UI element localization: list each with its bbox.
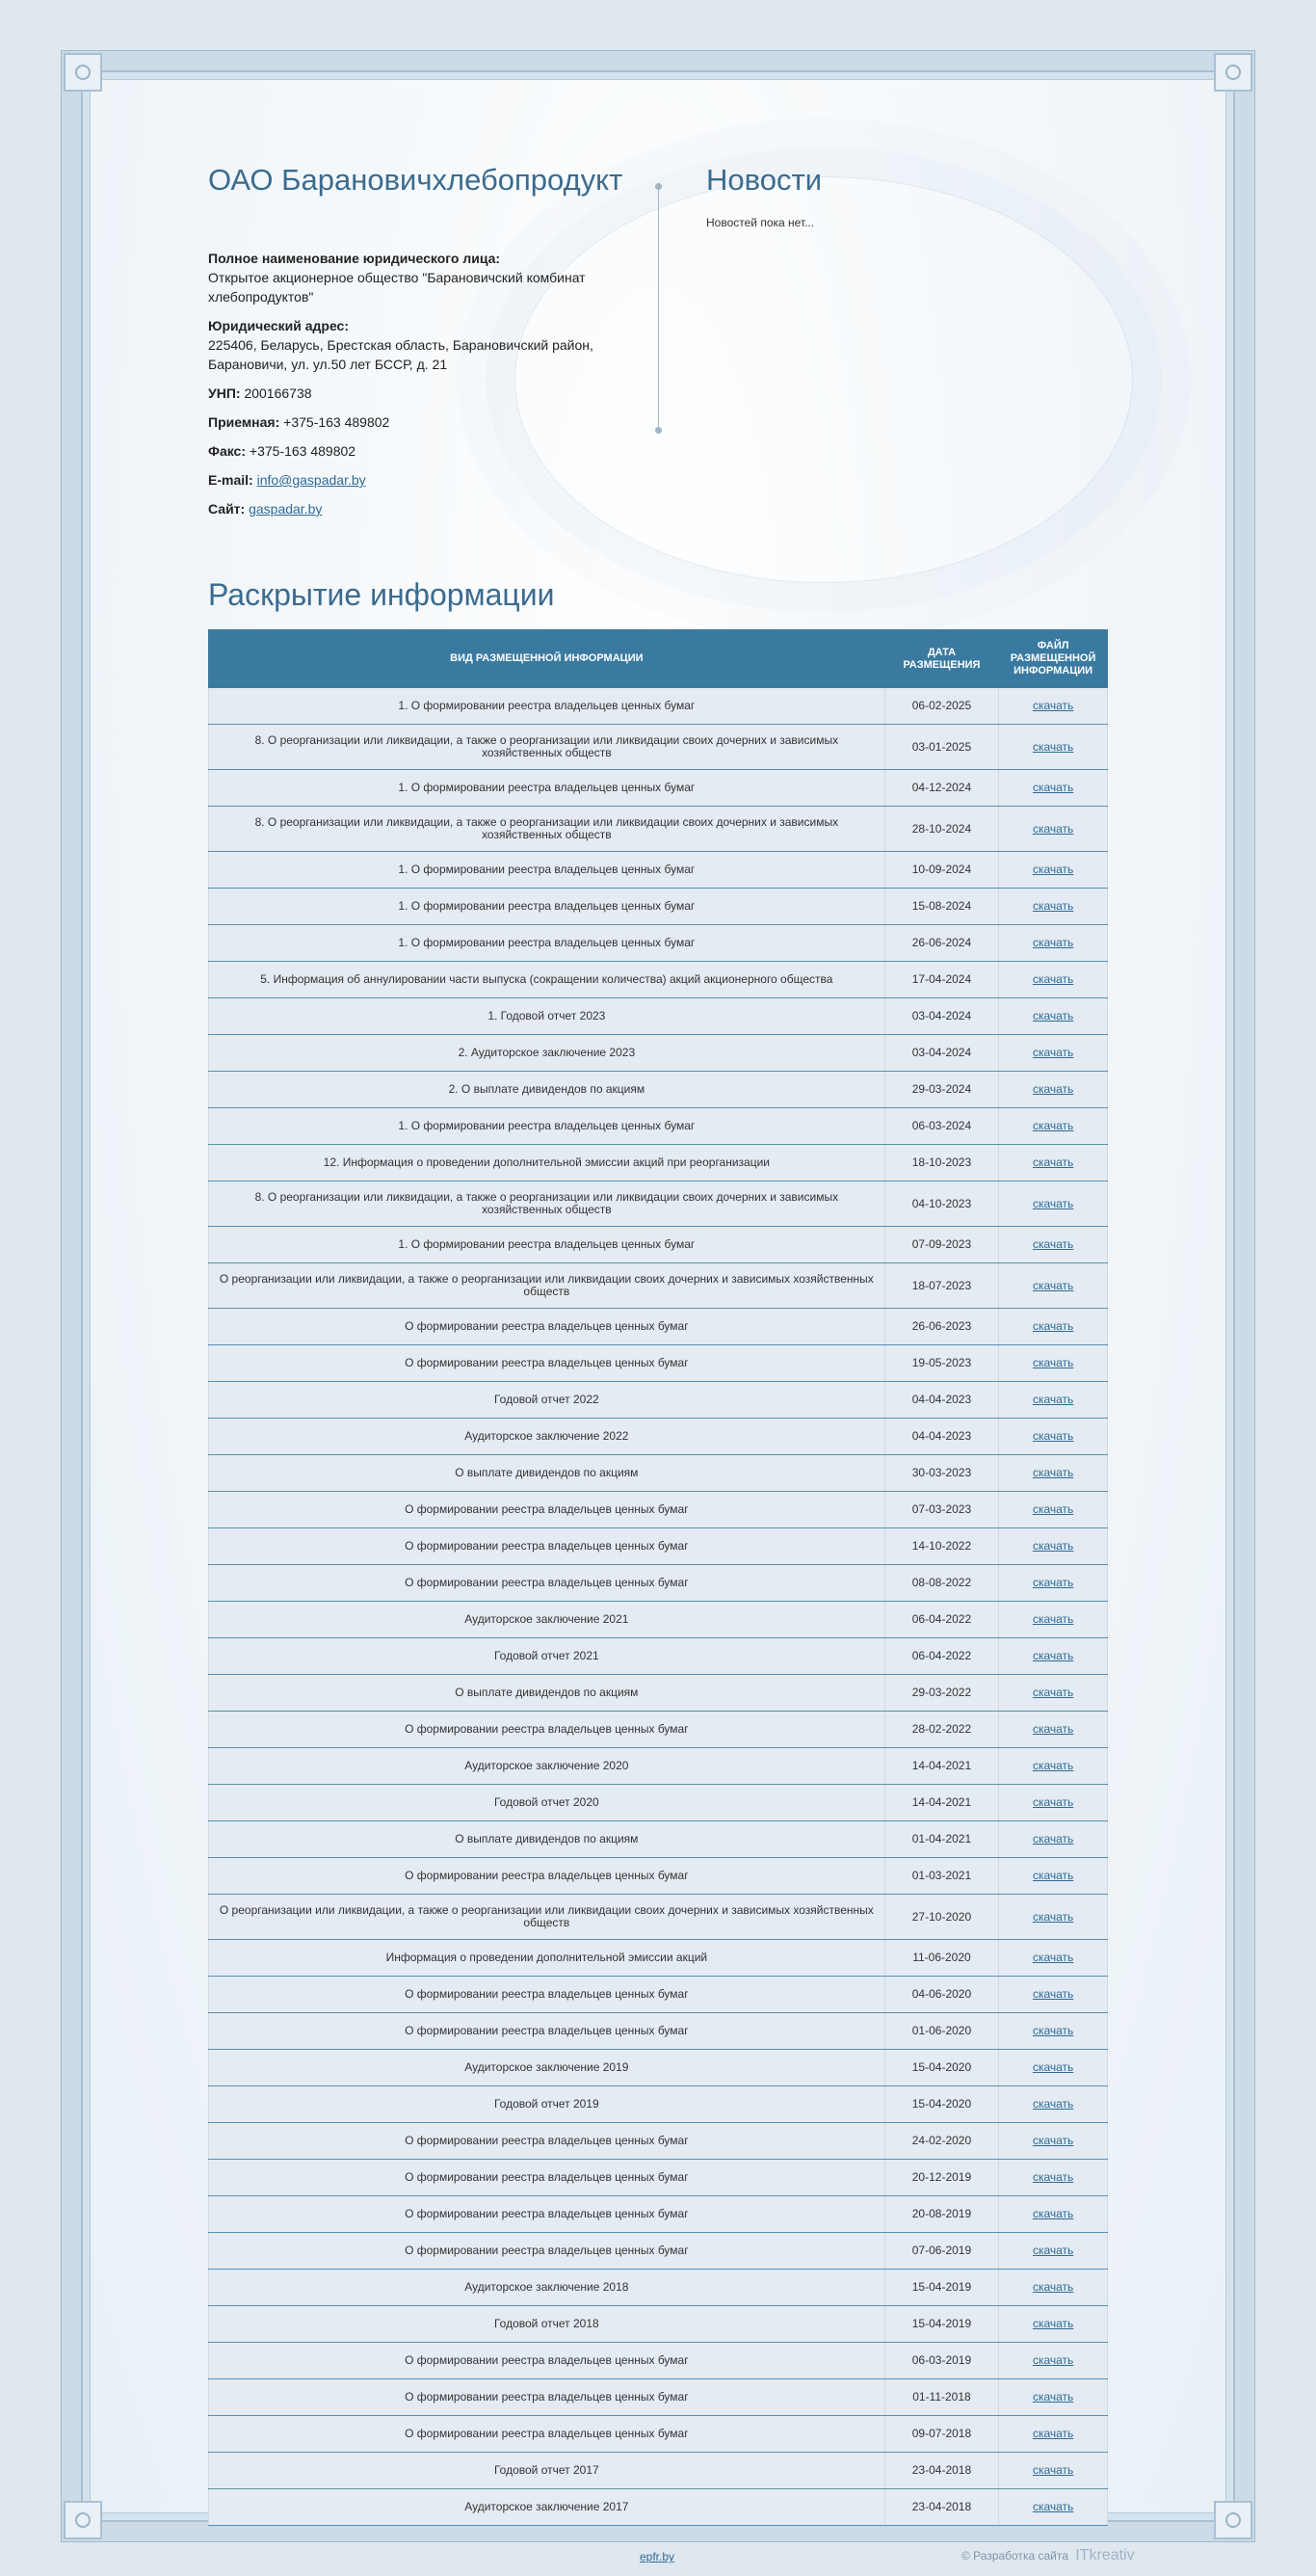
row-file <box>999 2306 1108 2343</box>
table-row <box>209 1492 1108 1528</box>
row-file <box>999 1345 1108 1382</box>
row-type: Годовой отчет 2019 <box>209 2086 885 2123</box>
row-file <box>999 1382 1108 1419</box>
row-type: 5. Информация об аннулировании части выпуска (сокращении количества) акций акционерного общества <box>209 962 885 998</box>
download-link[interactable]: скачать <box>1032 2353 1074 2367</box>
row-file <box>999 1785 1108 1821</box>
download-link[interactable]: скачать <box>1032 1466 1074 1479</box>
row-date: 10-09-2024 <box>884 852 999 889</box>
row-type: О реорганизации или ликвидации, а также о реорганизации или ликвидации своих дочерних и зависимых хозяйственных обществ <box>209 1263 885 1309</box>
table-row <box>209 1528 1108 1565</box>
row-type: О формировании реестра владельцев ценных бумаг <box>209 2123 885 2160</box>
table-row <box>209 1072 1108 1108</box>
table-row <box>209 889 1108 925</box>
table-row <box>209 1748 1108 1785</box>
download-link[interactable]: скачать <box>1032 1686 1074 1699</box>
row-type: О формировании реестра владельцев ценных бумаг <box>209 2343 885 2379</box>
row-date: 15-04-2020 <box>884 2086 999 2123</box>
row-date: 15-04-2019 <box>884 2306 999 2343</box>
row-file <box>999 1748 1108 1785</box>
table-row <box>209 1345 1108 1382</box>
row-file <box>999 925 1108 962</box>
unp-block <box>208 384 622 403</box>
row-type: 8. О реорганизации или ликвидации, а также о реорганизации или ликвидации своих дочерних и зависимых хозяйственных обществ <box>209 1182 885 1227</box>
table-row <box>209 2453 1108 2489</box>
download-link[interactable]: скачать <box>1032 1009 1074 1022</box>
row-date: 03-01-2025 <box>884 725 999 770</box>
table-row <box>209 2196 1108 2233</box>
corner-ornament-icon <box>1214 53 1252 92</box>
header-date: ДАТА РАЗМЕЩЕНИЯ <box>884 630 999 688</box>
row-file <box>999 1072 1108 1108</box>
reception-label: Приемная: <box>208 414 280 430</box>
row-type: Годовой отчет 2020 <box>209 1785 885 1821</box>
table-row <box>209 2416 1108 2453</box>
row-date: 28-10-2024 <box>884 807 999 852</box>
row-date: 29-03-2024 <box>884 1072 999 1108</box>
download-link[interactable]: скачать <box>1032 1237 1074 1251</box>
download-link[interactable]: скачать <box>1032 1832 1074 1846</box>
table-row <box>209 1602 1108 1638</box>
row-type: О выплате дивидендов по акциям <box>209 1675 885 1712</box>
table-row <box>209 852 1108 889</box>
full-name-label: Полное наименование юридического лица: <box>208 251 501 266</box>
row-date: 07-09-2023 <box>884 1227 999 1263</box>
row-file <box>999 1602 1108 1638</box>
row-file <box>999 1565 1108 1602</box>
row-file <box>999 1821 1108 1858</box>
table-row <box>209 2379 1108 2416</box>
download-link[interactable]: скачать <box>1032 2390 1074 2403</box>
table-row <box>209 1940 1108 1977</box>
row-file <box>999 1675 1108 1712</box>
row-date: 04-10-2023 <box>884 1182 999 1227</box>
row-type: Аудиторское заключение 2017 <box>209 2489 885 2526</box>
table-body <box>209 688 1108 2526</box>
row-date: 15-04-2019 <box>884 2270 999 2306</box>
row-type: Аудиторское заключение 2020 <box>209 1748 885 1785</box>
fax-label: Факс: <box>208 443 247 459</box>
site-link[interactable]: gaspadar.by <box>249 501 323 517</box>
address-block <box>208 316 622 374</box>
row-type: Аудиторское заключение 2018 <box>209 2270 885 2306</box>
download-link[interactable]: скачать <box>1032 781 1074 794</box>
row-file <box>999 807 1108 852</box>
download-link[interactable]: скачать <box>1032 1539 1074 1553</box>
table-row <box>209 1419 1108 1455</box>
download-link[interactable]: скачать <box>1032 2170 1074 2184</box>
row-type: Информация о проведении дополнительной эмиссии акций <box>209 1940 885 1977</box>
table-row <box>209 1675 1108 1712</box>
corner-ornament-icon <box>64 2501 102 2539</box>
row-date: 01-11-2018 <box>884 2379 999 2416</box>
row-file <box>999 1227 1108 1263</box>
row-type: О формировании реестра владельцев ценных бумаг <box>209 1977 885 2013</box>
row-type: О выплате дивидендов по акциям <box>209 1821 885 1858</box>
row-date: 18-07-2023 <box>884 1263 999 1309</box>
table-row <box>209 1145 1108 1182</box>
row-date: 08-08-2022 <box>884 1565 999 1602</box>
download-link[interactable]: скачать <box>1032 2097 1074 2111</box>
row-file <box>999 2416 1108 2453</box>
table-row <box>209 1182 1108 1227</box>
row-file <box>999 2196 1108 2233</box>
row-date: 26-06-2023 <box>884 1309 999 1345</box>
row-file <box>999 770 1108 807</box>
row-type: 1. О формировании реестра владельцев ценных бумаг <box>209 688 885 725</box>
row-date: 04-12-2024 <box>884 770 999 807</box>
row-type: О формировании реестра владельцев ценных бумаг <box>209 2416 885 2453</box>
row-file <box>999 2379 1108 2416</box>
row-date: 01-06-2020 <box>884 2013 999 2050</box>
row-date: 04-06-2020 <box>884 1977 999 2013</box>
row-type: О формировании реестра владельцев ценных бумаг <box>209 1858 885 1895</box>
row-date: 14-04-2021 <box>884 1748 999 1785</box>
table-row <box>209 1455 1108 1492</box>
row-date: 01-04-2021 <box>884 1821 999 1858</box>
news-title: Новости <box>706 163 823 197</box>
download-link[interactable]: скачать <box>1032 1795 1074 1809</box>
row-type: 1. О формировании реестра владельцев ценных бумаг <box>209 1108 885 1145</box>
table-row <box>209 1858 1108 1895</box>
row-file <box>999 2453 1108 2489</box>
download-link[interactable]: скачать <box>1032 1951 1074 1964</box>
download-link[interactable]: скачать <box>1032 1649 1074 1662</box>
row-file <box>999 962 1108 998</box>
row-file <box>999 2233 1108 2270</box>
download-link[interactable]: скачать <box>1032 972 1074 986</box>
row-type: О формировании реестра владельцев ценных бумаг <box>209 1492 885 1528</box>
row-date: 06-04-2022 <box>884 1602 999 1638</box>
row-file <box>999 1309 1108 1345</box>
table-row <box>209 2343 1108 2379</box>
row-date: 07-06-2019 <box>884 2233 999 2270</box>
table-row <box>209 1565 1108 1602</box>
row-type: О выплате дивидендов по акциям <box>209 1455 885 1492</box>
download-link[interactable]: скачать <box>1032 899 1074 913</box>
row-date: 29-03-2022 <box>884 1675 999 1712</box>
download-link[interactable]: скачать <box>1032 1319 1074 1333</box>
corner-ornament-icon <box>1214 2501 1252 2539</box>
download-link[interactable]: скачать <box>1032 1909 1074 1924</box>
address-value: 225406, Беларусь, Брестская область, Барановичский район, Барановичи, ул. ул.50 лет БССР, д. 21 <box>208 337 593 372</box>
row-date: 11-06-2020 <box>884 1940 999 1977</box>
download-link[interactable]: скачать <box>1032 2280 1074 2294</box>
row-date: 19-05-2023 <box>884 1345 999 1382</box>
fax-value: +375-163 489802 <box>249 443 356 459</box>
table-row <box>209 1382 1108 1419</box>
corner-ornament-icon <box>64 53 102 92</box>
row-type: Аудиторское заключение 2019 <box>209 2050 885 2086</box>
download-link[interactable]: скачать <box>1032 1612 1074 1626</box>
row-file <box>999 889 1108 925</box>
row-type: О реорганизации или ликвидации, а также о реорганизации или ликвидации своих дочерних и зависимых хозяйственных обществ <box>209 1895 885 1940</box>
row-date: 15-08-2024 <box>884 889 999 925</box>
row-type: Годовой отчет 2018 <box>209 2306 885 2343</box>
row-file <box>999 1455 1108 1492</box>
table-row <box>209 725 1108 770</box>
row-file <box>999 2489 1108 2526</box>
row-type: О формировании реестра владельцев ценных бумаг <box>209 1565 885 1602</box>
download-link[interactable]: скачать <box>1032 1119 1074 1132</box>
row-type: О формировании реестра владельцев ценных бумаг <box>209 2013 885 2050</box>
table-row <box>209 2233 1108 2270</box>
row-date: 04-04-2023 <box>884 1382 999 1419</box>
row-type: 1. О формировании реестра владельцев ценных бумаг <box>209 770 885 807</box>
download-link[interactable]: скачать <box>1032 1429 1074 1443</box>
row-date: 06-03-2024 <box>884 1108 999 1145</box>
developer-logo[interactable]: ITkreativ <box>1075 2547 1135 2563</box>
row-type: 1. О формировании реестра владельцев ценных бумаг <box>209 925 885 962</box>
row-type: 1. О формировании реестра владельцев ценных бумаг <box>209 1227 885 1263</box>
download-link[interactable]: скачать <box>1032 1393 1074 1406</box>
table-row <box>209 1263 1108 1309</box>
row-type: 8. О реорганизации или ликвидации, а также о реорганизации или ликвидации своих дочерних и зависимых хозяйственных обществ <box>209 725 885 770</box>
disclosure-title: Раскрытие информации <box>208 577 555 612</box>
row-date: 14-10-2022 <box>884 1528 999 1565</box>
table-row <box>209 2160 1108 2196</box>
row-file <box>999 2160 1108 2196</box>
full-name-block <box>208 249 622 306</box>
row-file <box>999 1182 1108 1227</box>
row-date: 18-10-2023 <box>884 1145 999 1182</box>
footer-link[interactable]: epfr.by <box>640 2550 675 2563</box>
download-link[interactable]: скачать <box>1032 863 1074 876</box>
row-type: 2. О выплате дивидендов по акциям <box>209 1072 885 1108</box>
table-row <box>209 1977 1108 2013</box>
row-file <box>999 1638 1108 1675</box>
row-file <box>999 852 1108 889</box>
row-file <box>999 1108 1108 1145</box>
row-date: 20-12-2019 <box>884 2160 999 2196</box>
download-link[interactable]: скачать <box>1032 699 1074 712</box>
table-row <box>209 2123 1108 2160</box>
row-type: Аудиторское заключение 2022 <box>209 1419 885 1455</box>
fax-block <box>208 441 622 461</box>
row-type: Аудиторское заключение 2021 <box>209 1602 885 1638</box>
table-row <box>209 688 1108 725</box>
row-file <box>999 688 1108 725</box>
row-type: О формировании реестра владельцев ценных бумаг <box>209 2233 885 2270</box>
table-row <box>209 1035 1108 1072</box>
row-file <box>999 725 1108 770</box>
download-link[interactable]: скачать <box>1032 1356 1074 1369</box>
disclosure-table <box>208 629 1108 2526</box>
email-block <box>208 470 622 490</box>
address-label: Юридический адрес: <box>208 318 349 333</box>
row-type: О формировании реестра владельцев ценных бумаг <box>209 1528 885 1565</box>
row-date: 23-04-2018 <box>884 2453 999 2489</box>
footer-developer <box>961 2547 1135 2564</box>
row-date: 17-04-2024 <box>884 962 999 998</box>
row-type: Годовой отчет 2022 <box>209 1382 885 1419</box>
row-date: 03-04-2024 <box>884 1035 999 1072</box>
download-link[interactable]: скачать <box>1032 2244 1074 2257</box>
table-row <box>209 2306 1108 2343</box>
row-date: 04-04-2023 <box>884 1419 999 1455</box>
download-link[interactable]: скачать <box>1032 1576 1074 1589</box>
row-type: 8. О реорганизации или ликвидации, а также о реорганизации или ликвидации своих дочерних и зависимых хозяйственных обществ <box>209 807 885 852</box>
download-link[interactable]: скачать <box>1032 1278 1074 1292</box>
email-label: E-mail: <box>208 472 253 488</box>
download-link[interactable]: скачать <box>1032 2134 1074 2147</box>
download-link[interactable]: скачать <box>1032 1502 1074 1516</box>
row-file <box>999 1895 1108 1940</box>
row-file <box>999 2086 1108 2123</box>
row-date: 14-04-2021 <box>884 1785 999 1821</box>
table-header-row <box>209 630 1108 688</box>
row-file <box>999 1492 1108 1528</box>
download-link[interactable]: скачать <box>1032 2060 1074 2074</box>
row-type: Годовой отчет 2017 <box>209 2453 885 2489</box>
download-link[interactable]: скачать <box>1032 1082 1074 1096</box>
table-row <box>209 1638 1108 1675</box>
row-date: 06-04-2022 <box>884 1638 999 1675</box>
row-type: 12. Информация о проведении дополнительной эмиссии акций при реорганизации <box>209 1145 885 1182</box>
download-link[interactable]: скачать <box>1032 739 1074 754</box>
row-file <box>999 998 1108 1035</box>
row-date: 06-03-2019 <box>884 2343 999 2379</box>
company-title: ОАО Барановичхлебопродукт <box>208 163 623 197</box>
row-type: О формировании реестра владельцев ценных бумаг <box>209 1345 885 1382</box>
download-link[interactable]: скачать <box>1032 2500 1074 2513</box>
download-link[interactable]: скачать <box>1032 2207 1074 2220</box>
row-type: 1. О формировании реестра владельцев ценных бумаг <box>209 852 885 889</box>
table-row <box>209 2086 1108 2123</box>
row-type: О формировании реестра владельцев ценных бумаг <box>209 2379 885 2416</box>
download-link[interactable]: скачать <box>1032 1722 1074 1736</box>
row-date: 27-10-2020 <box>884 1895 999 1940</box>
row-type: 1. Годовой отчет 2023 <box>209 998 885 1035</box>
news-empty-text: Новостей пока нет... <box>706 216 815 229</box>
download-link[interactable]: скачать <box>1032 1759 1074 1772</box>
row-date: 15-04-2020 <box>884 2050 999 2086</box>
row-date: 09-07-2018 <box>884 2416 999 2453</box>
download-link[interactable]: скачать <box>1032 936 1074 949</box>
header-file: ФАЙЛ РАЗМЕЩЕННОЙ ИНФОРМАЦИИ <box>999 630 1108 688</box>
row-date: 03-04-2024 <box>884 998 999 1035</box>
row-file <box>999 2050 1108 2086</box>
download-link[interactable]: скачать <box>1032 1046 1074 1059</box>
row-file <box>999 1858 1108 1895</box>
row-file <box>999 1712 1108 1748</box>
row-type: О формировании реестра владельцев ценных бумаг <box>209 1309 885 1345</box>
download-link[interactable]: скачать <box>1032 1869 1074 1882</box>
row-file <box>999 1977 1108 2013</box>
table-row <box>209 770 1108 807</box>
unp-label: УНП: <box>208 385 241 401</box>
row-type: О формировании реестра владельцев ценных бумаг <box>209 2196 885 2233</box>
company-info <box>208 249 622 528</box>
row-file <box>999 1940 1108 1977</box>
table-row <box>209 807 1108 852</box>
developer-text: © Разработка сайта <box>961 2549 1068 2563</box>
download-link[interactable]: скачать <box>1032 1987 1074 2001</box>
table-row <box>209 1895 1108 1940</box>
download-link[interactable]: скачать <box>1032 2024 1074 2037</box>
row-type: О формировании реестра владельцев ценных бумаг <box>209 2160 885 2196</box>
download-link[interactable]: скачать <box>1032 2317 1074 2330</box>
full-name-value: Открытое акционерное общество "Барановичский комбинат хлебопродуктов" <box>208 270 586 305</box>
table-row <box>209 1227 1108 1263</box>
table-row <box>209 1309 1108 1345</box>
reception-block <box>208 412 622 432</box>
row-file <box>999 1263 1108 1309</box>
row-date: 24-02-2020 <box>884 2123 999 2160</box>
site-label: Сайт: <box>208 501 246 517</box>
row-file <box>999 2343 1108 2379</box>
table-row <box>209 1821 1108 1858</box>
row-date: 23-04-2018 <box>884 2489 999 2526</box>
table-row <box>209 2489 1108 2526</box>
row-date: 07-03-2023 <box>884 1492 999 1528</box>
download-link[interactable]: скачать <box>1032 1196 1074 1210</box>
column-divider <box>658 183 659 434</box>
reception-value: +375-163 489802 <box>283 414 390 430</box>
row-file <box>999 1419 1108 1455</box>
header-type: ВИД РАЗМЕЩЕННОЙ ИНФОРМАЦИИ <box>209 630 885 688</box>
table-row <box>209 2270 1108 2306</box>
download-link[interactable]: скачать <box>1032 1155 1074 1169</box>
download-link[interactable]: скачать <box>1032 821 1074 836</box>
table-row <box>209 1785 1108 1821</box>
row-file <box>999 2270 1108 2306</box>
row-file <box>999 2013 1108 2050</box>
email-link[interactable]: info@gaspadar.by <box>256 472 366 488</box>
row-type: 2. Аудиторское заключение 2023 <box>209 1035 885 1072</box>
table-row <box>209 2013 1108 2050</box>
row-date: 20-08-2019 <box>884 2196 999 2233</box>
site-block <box>208 499 622 518</box>
table-row <box>209 925 1108 962</box>
row-date: 26-06-2024 <box>884 925 999 962</box>
download-link[interactable]: скачать <box>1032 2463 1074 2477</box>
row-file <box>999 2123 1108 2160</box>
unp-value: 200166738 <box>244 385 312 401</box>
download-link[interactable]: скачать <box>1032 2427 1074 2440</box>
table-row <box>209 1712 1108 1748</box>
table-row <box>209 998 1108 1035</box>
table-row <box>209 2050 1108 2086</box>
row-file <box>999 1145 1108 1182</box>
row-date: 30-03-2023 <box>884 1455 999 1492</box>
table-row <box>209 1108 1108 1145</box>
row-date: 28-02-2022 <box>884 1712 999 1748</box>
row-type: Годовой отчет 2021 <box>209 1638 885 1675</box>
row-date: 06-02-2025 <box>884 688 999 725</box>
row-date: 01-03-2021 <box>884 1858 999 1895</box>
row-type: 1. О формировании реестра владельцев ценных бумаг <box>209 889 885 925</box>
row-file <box>999 1528 1108 1565</box>
table-row <box>209 962 1108 998</box>
row-type: О формировании реестра владельцев ценных бумаг <box>209 1712 885 1748</box>
row-file <box>999 1035 1108 1072</box>
